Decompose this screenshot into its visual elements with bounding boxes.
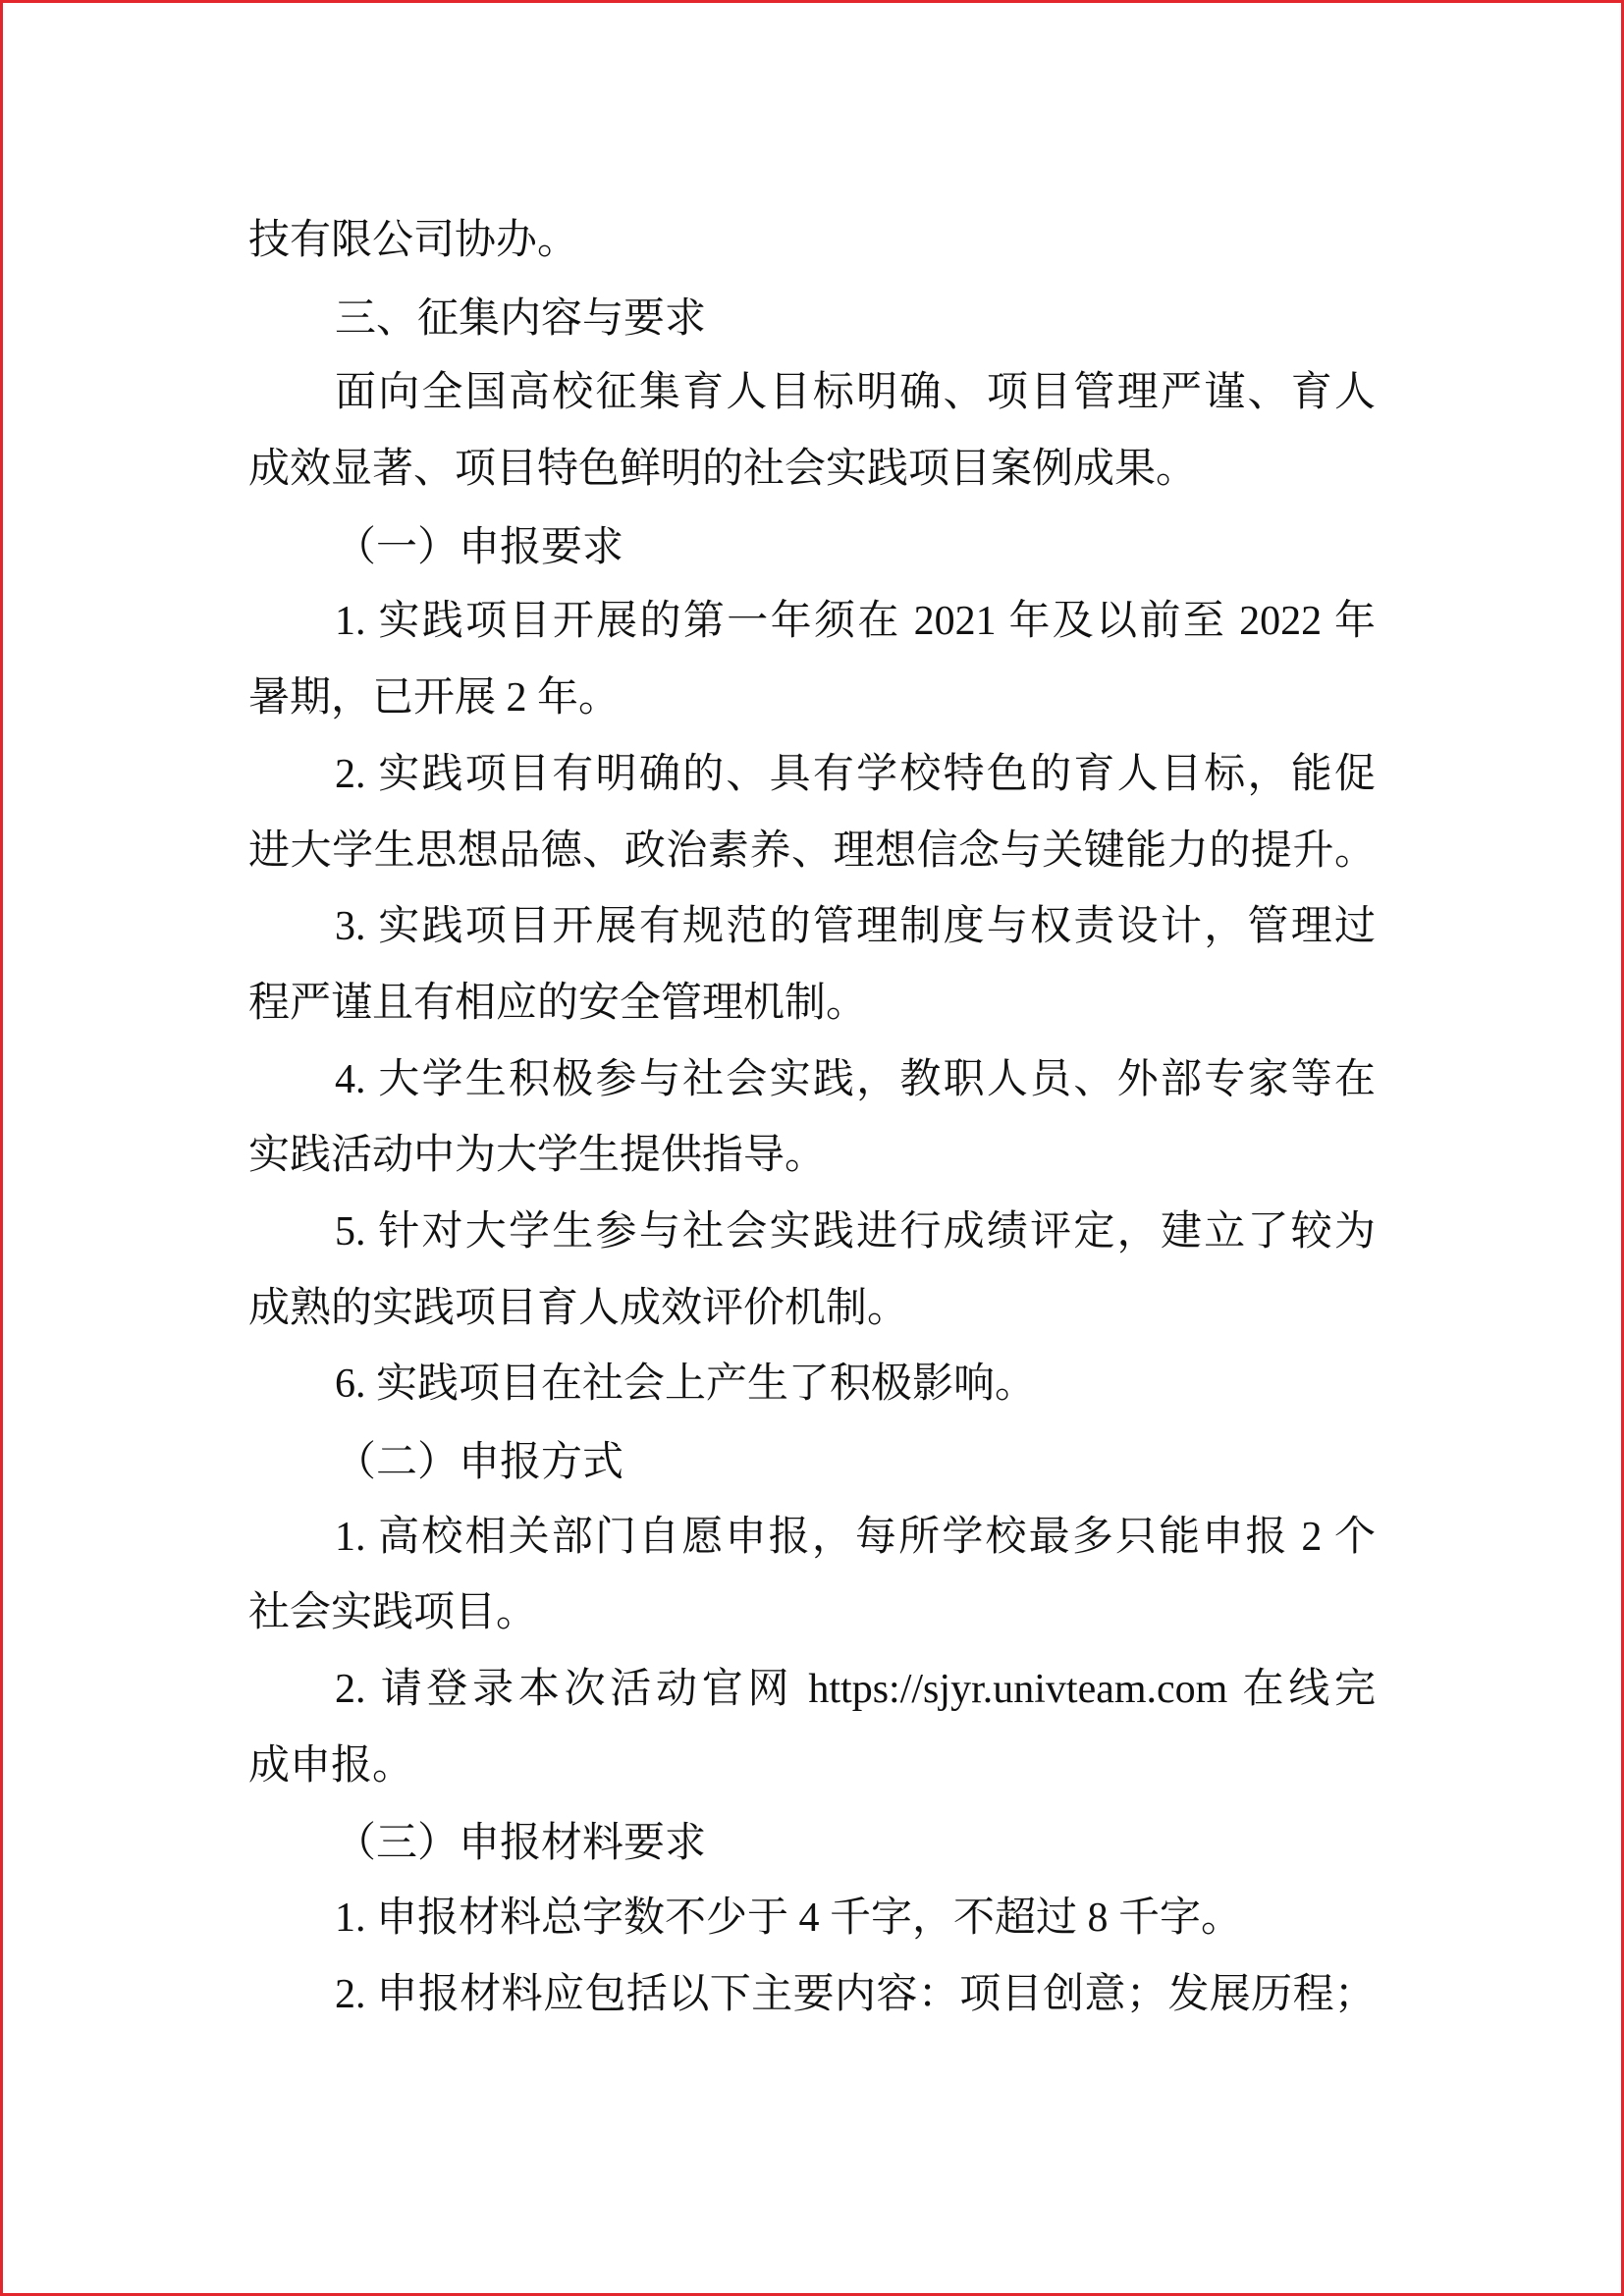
intro-line: 面向全国高校征集育人目标明确、项目管理严谨、育人 bbox=[335, 370, 1376, 416]
list-item-line: 5. 针对大学生参与社会实践进行成绩评定，建立了较为 bbox=[335, 1208, 1376, 1255]
list-item-line: 3. 实践项目开展有规范的管理制度与权责设计，管理过 bbox=[335, 904, 1376, 950]
subsection-heading: （二）申报方式 bbox=[335, 1437, 624, 1485]
list-item-line: 1. 高校相关部门自愿申报，每所学校最多只能申报 2 个 bbox=[335, 1514, 1376, 1560]
subsection-heading: （三）申报材料要求 bbox=[335, 1818, 707, 1867]
list-item-line: 1. 实践项目开展的第一年须在 2021 年及以前至 2022 年 bbox=[335, 599, 1376, 645]
intro-line: 成效显著、项目特色鲜明的社会实践项目案例成果。 bbox=[248, 447, 1198, 493]
list-item-line: 2. 申报材料应包括以下主要内容：项目创意；发展历程； bbox=[335, 1971, 1376, 2017]
list-item-line: 6. 实践项目在社会上产生了积极影响。 bbox=[335, 1362, 1037, 1408]
list-item-line: 1. 申报材料总字数不少于 4 千字，不超过 8 千字。 bbox=[335, 1896, 1243, 1942]
list-item-line: 成熟的实践项目育人成效评价机制。 bbox=[248, 1285, 909, 1331]
list-item-line: 2. 实践项目有明确的、具有学校特色的育人目标，能促 bbox=[335, 751, 1376, 797]
list-item-line: 实践活动中为大学生提供指导。 bbox=[248, 1133, 827, 1179]
document-body bbox=[248, 203, 1376, 2034]
list-item-line: 成申报。 bbox=[248, 1742, 414, 1789]
list-item-line: 进大学生思想品德、政治素养、理想信念与关键能力的提升。 bbox=[248, 828, 1376, 874]
subsection-heading: （一）申报要求 bbox=[335, 521, 624, 570]
continuation-line: 技有限公司协办。 bbox=[248, 218, 579, 263]
list-item-line: 社会实践项目。 bbox=[248, 1590, 538, 1636]
section-heading: 三、征集内容与要求 bbox=[335, 293, 707, 342]
list-item-line: 4. 大学生积极参与社会实践，教职人员、外部专家等在 bbox=[335, 1056, 1376, 1102]
list-item-line: 2. 请登录本次活动官网 https://sjyr.univteam.com 在线完 bbox=[335, 1667, 1376, 1713]
list-item-line: 程严谨且有相应的安全管理机制。 bbox=[248, 980, 868, 1026]
list-item-line: 暑期，已开展 2 年。 bbox=[248, 675, 621, 721]
